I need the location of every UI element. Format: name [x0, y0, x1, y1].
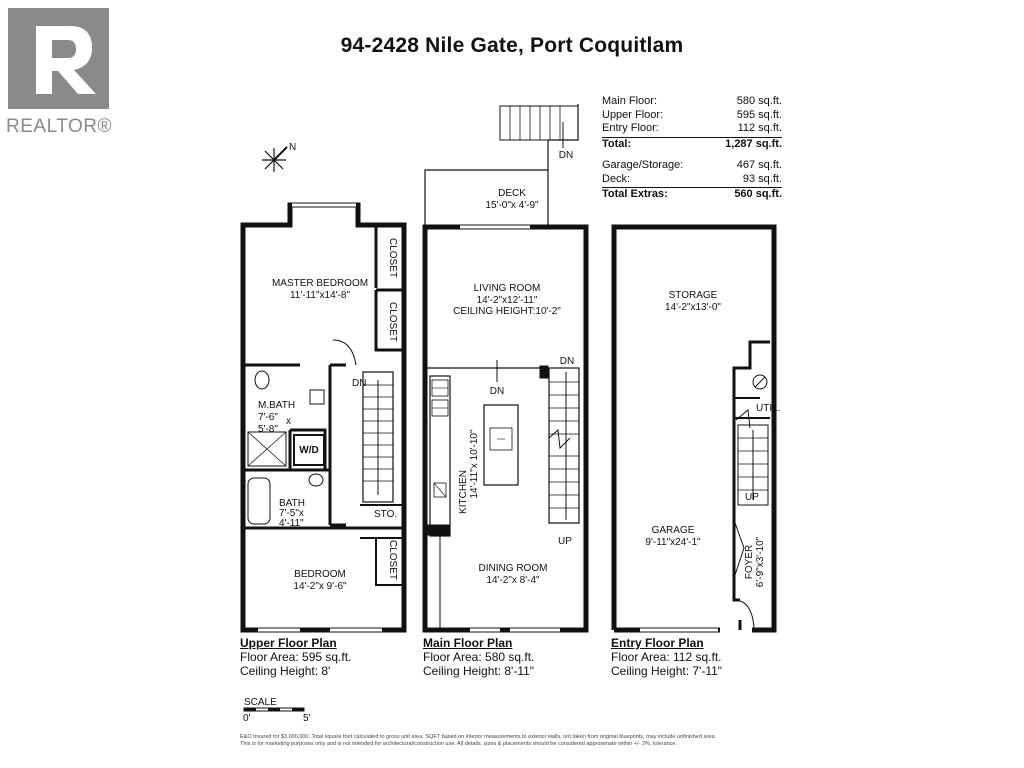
disclaimer-line-1: E&O Insured for $3,000,000. Total square foot calculated to gross unit area. SQFT based on interior measurements to exterior walls, not taken from original blueprints, may include unfinished area. — [240, 734, 717, 740]
room-name-master-bedroom: MASTER BEDROOM — [271, 278, 369, 289]
stair-up-label-entry: UP — [745, 492, 759, 503]
room-name-storage: STORAGE — [668, 290, 718, 301]
room-dims-dining: 14'-2"x 8'-4" — [486, 575, 540, 586]
main-floor-plan — [425, 104, 586, 630]
area-row-garage: Garage/Storage: 467 sq.ft. — [602, 159, 782, 171]
closet-label-1: CLOSET — [387, 237, 398, 279]
stair-dn-label-deck: DN — [558, 150, 574, 161]
room-ceiling-living: CEILING HEIGHT:10'-2" — [453, 306, 561, 317]
room-name-bedroom: BEDROOM — [294, 569, 346, 580]
main-plan-heading: Main Floor Plan — [423, 636, 513, 650]
room-name-deck: DECK — [498, 188, 526, 199]
room-dims-master-bedroom: 11'-11"x14'-8" — [289, 290, 351, 301]
main-plan-caption — [423, 636, 534, 678]
main-plan-area: Floor Area: 580 sq.ft. — [423, 650, 535, 664]
room-name-bath: BATH — [279, 498, 305, 509]
room-dims-garage: 9'-11"x24'-1" — [645, 537, 701, 548]
realtor-logo-text: REALTOR® — [6, 116, 112, 137]
entry-plan-caption — [611, 636, 722, 678]
area-row-total: Total: 1,287 sq.ft. — [602, 137, 782, 150]
scale-zero-label: 0' — [243, 713, 251, 724]
utility-label: UTIL. — [756, 403, 781, 414]
entry-plan-area: Floor Area: 112 sq.ft. — [611, 650, 722, 664]
room-dims-bath-1: 7'-5"x — [279, 508, 304, 519]
area-row-deck: Deck: 93 sq.ft. — [602, 172, 782, 185]
stair-dn-label-main-1: DN — [489, 386, 505, 397]
main-plan-ceiling: Ceiling Height: 8'-11" — [423, 664, 535, 678]
room-dims-living: 14'-2"x12'-11" — [476, 295, 538, 306]
closet-label-2: CLOSET — [387, 301, 398, 343]
area-row-entry: Entry Floor: 112 sq.ft. — [602, 122, 782, 134]
room-name-foyer: FOYER — [744, 544, 755, 580]
closet-label-3: CLOSET — [387, 539, 398, 581]
upper-plan-ceiling: Ceiling Height: 8' — [240, 664, 331, 678]
stair-dn-label-main-2: DN — [559, 356, 575, 367]
room-dims-m-bath-x: x — [286, 416, 291, 427]
entry-plan-heading: Entry Floor Plan — [611, 636, 704, 650]
north-compass-icon — [262, 147, 287, 172]
room-dims-kitchen: 14'-11"x 10'-10" — [469, 429, 480, 499]
room-dims-bedroom: 14'-2"x 9'-6" — [293, 581, 347, 592]
disclaimer-text — [240, 734, 760, 748]
north-label: N — [289, 142, 297, 153]
upper-plan-heading: Upper Floor Plan — [240, 636, 337, 650]
room-dims-m-bath-2: 5'-8" — [258, 424, 278, 435]
scale-five-label: 5' — [303, 713, 311, 724]
page-title: 94-2428 Nile Gate, Port Coquitlam — [340, 34, 684, 57]
entry-plan-ceiling: Ceiling Height: 7'-11" — [611, 664, 723, 678]
room-name-garage: GARAGE — [651, 525, 695, 536]
room-dims-bath-2: 4'-11" — [279, 518, 304, 529]
storage-closet-label: STO. — [374, 509, 398, 520]
room-dims-m-bath-1: 7'-6" — [258, 412, 278, 423]
scale-label: SCALE — [244, 697, 277, 708]
room-name-kitchen: KITCHEN — [458, 470, 469, 514]
stair-dn-label-upper: DN — [352, 378, 367, 389]
room-dims-foyer: 6'-9"x3'-10" — [755, 536, 766, 588]
scale-bar — [244, 708, 304, 711]
washer-dryer-label: W/D — [299, 445, 319, 456]
disclaimer-line-2: This is for marketing purposes only and is not intended for architectural/construction use. All details, sizes & placements should be considered approximate within +/- 2%, tolerance. — [240, 741, 678, 747]
room-name-dining: DINING ROOM — [478, 563, 548, 574]
room-name-m-bath: M.BATH — [258, 400, 296, 411]
room-dims-storage: 14'-2"x13'-0" — [665, 302, 721, 313]
room-name-living: LIVING ROOM — [473, 283, 541, 294]
stair-up-label-main: UP — [558, 536, 572, 547]
upper-plan-area: Floor Area: 595 sq.ft. — [240, 650, 352, 664]
room-dims-deck: 15'-0"x 4'-9" — [485, 200, 539, 211]
upper-plan-caption — [240, 636, 351, 678]
area-row-upper: Upper Floor: 595 sq.ft. — [602, 108, 782, 121]
area-row-main: Main Floor: 580 sq.ft. — [602, 95, 782, 107]
area-row-total-extras: Total Extras: 560 sq.ft. — [602, 188, 782, 200]
